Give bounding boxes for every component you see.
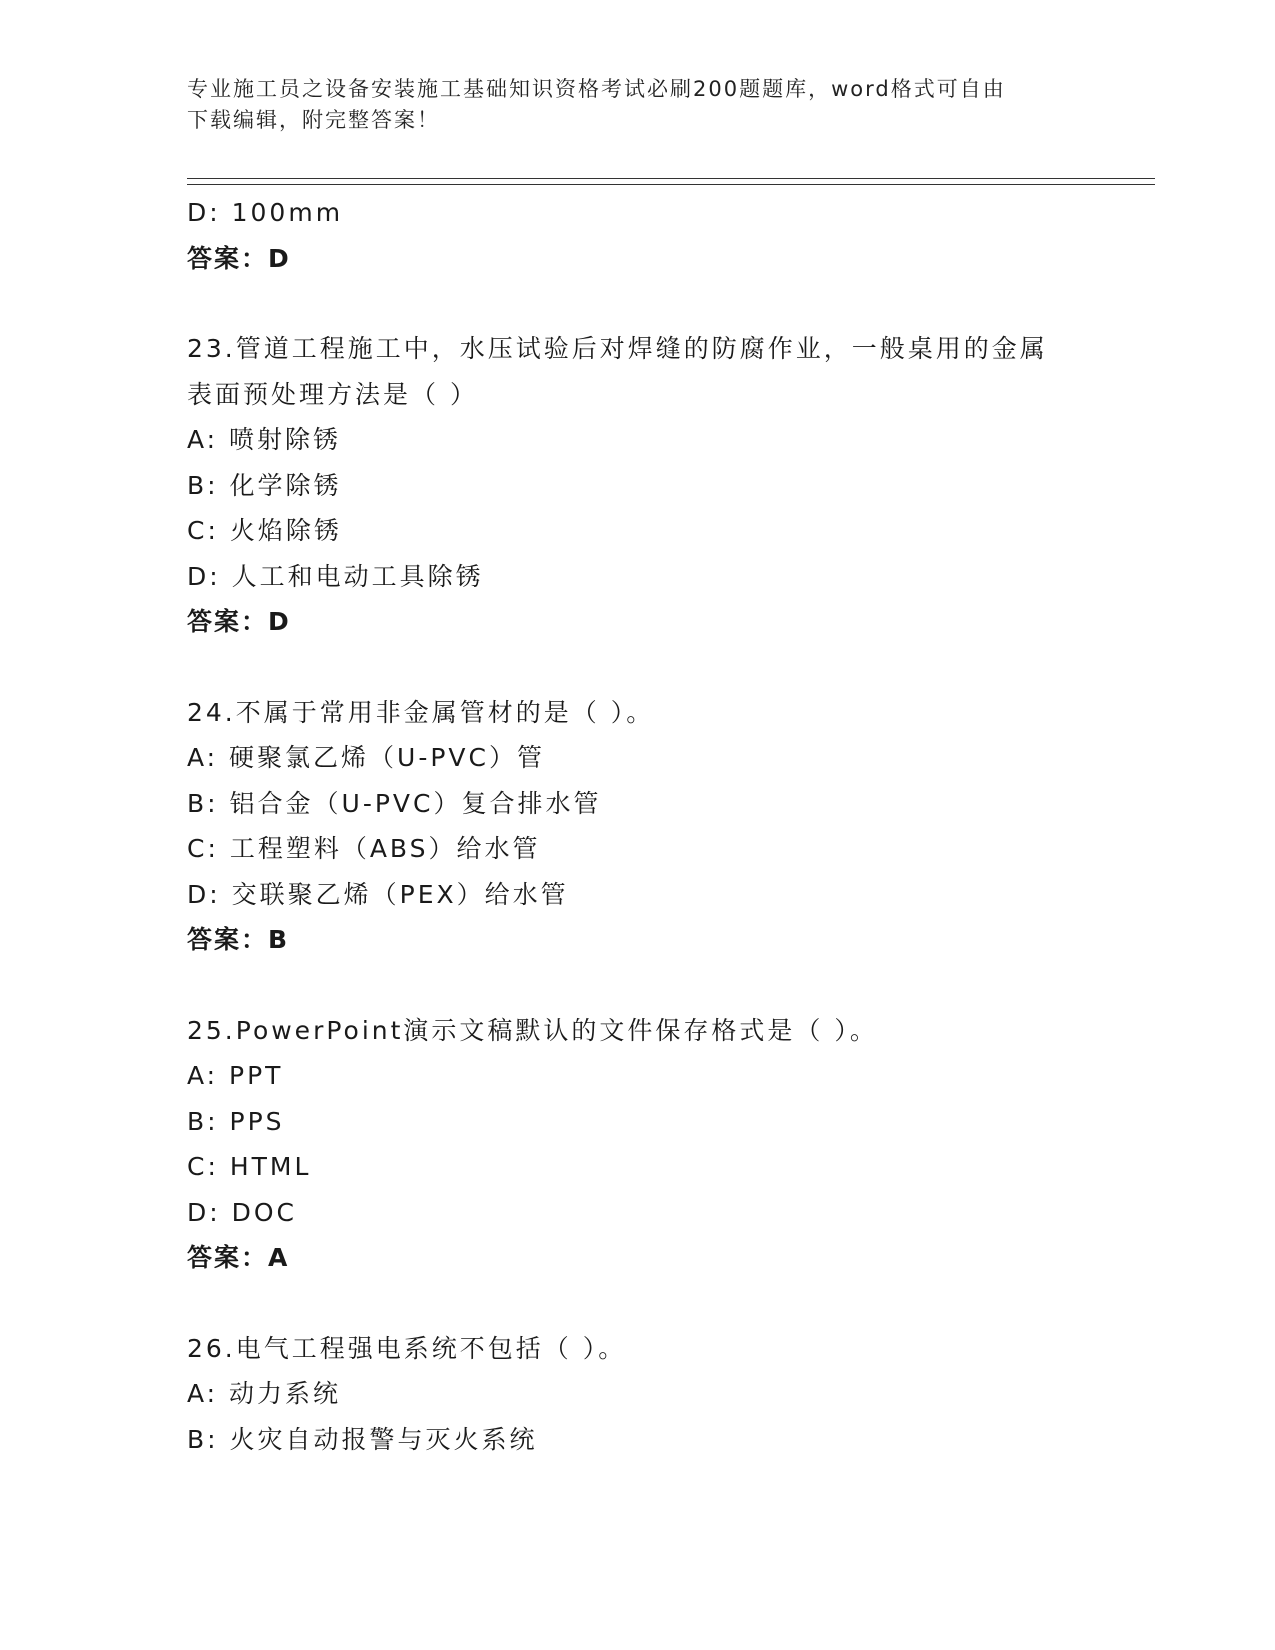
header-line-1: 专业施工员之设备安装施工基础知识资格考试必刷200题题库，word格式可自由 [187, 77, 1006, 101]
header-line-2: 下载编辑，附完整答案！ [187, 108, 440, 132]
option-b: B: 火灾自动报警与灭火系统 [187, 1424, 538, 1454]
option-c: C: 火焰除锈 [187, 516, 342, 545]
question-23 [187, 326, 1147, 645]
question-text: 23.管道工程施工中，水压试验后对焊缝的防腐作业，一般桌用的金属 [187, 334, 1048, 363]
answer: 答案：A [187, 1243, 290, 1272]
question-text: 25.PowerPoint演示文稿默认的文件保存格式是（ ）。 [187, 1015, 878, 1045]
option-a: A: PPT [187, 1061, 284, 1090]
option-d: D: DOC [187, 1197, 298, 1227]
answer: 答案：B [187, 925, 290, 954]
question-24 [187, 690, 1147, 963]
document-body [187, 190, 1147, 1462]
question-25 [187, 1008, 1147, 1281]
option-a: A: 硬聚氯乙烯（U-PVC）管 [187, 743, 545, 772]
question-text-cont: 表面预处理方法是（ ） [187, 379, 478, 409]
answer: 答案：D [187, 243, 291, 273]
answer: 答案：D [187, 607, 291, 636]
question-text: 24.不属于常用非金属管材的是（ ）。 [187, 697, 655, 727]
header-divider-top [187, 178, 1155, 179]
option-c: C: 工程塑料（ABS）给水管 [187, 834, 541, 863]
option-d: D: 交联聚乙烯（PEX）给水管 [187, 879, 569, 909]
option-b: B: 化学除锈 [187, 470, 342, 500]
prev-question [187, 190, 1147, 281]
option-d: D: 人工和电动工具除锈 [187, 561, 484, 591]
option-c: C: HTML [187, 1152, 312, 1181]
option-d: D: 100mm [187, 198, 344, 227]
question-text: 26.电气工程强电系统不包括（ ）。 [187, 1333, 627, 1363]
option-a: A: 动力系统 [187, 1379, 342, 1408]
option-a: A: 喷射除锈 [187, 425, 342, 454]
document-header [187, 74, 1067, 136]
option-b: B: PPS [187, 1106, 285, 1136]
question-26 [187, 1326, 1147, 1463]
header-divider-bottom [187, 184, 1155, 185]
option-b: B: 铝合金（U-PVC）复合排水管 [187, 788, 602, 818]
